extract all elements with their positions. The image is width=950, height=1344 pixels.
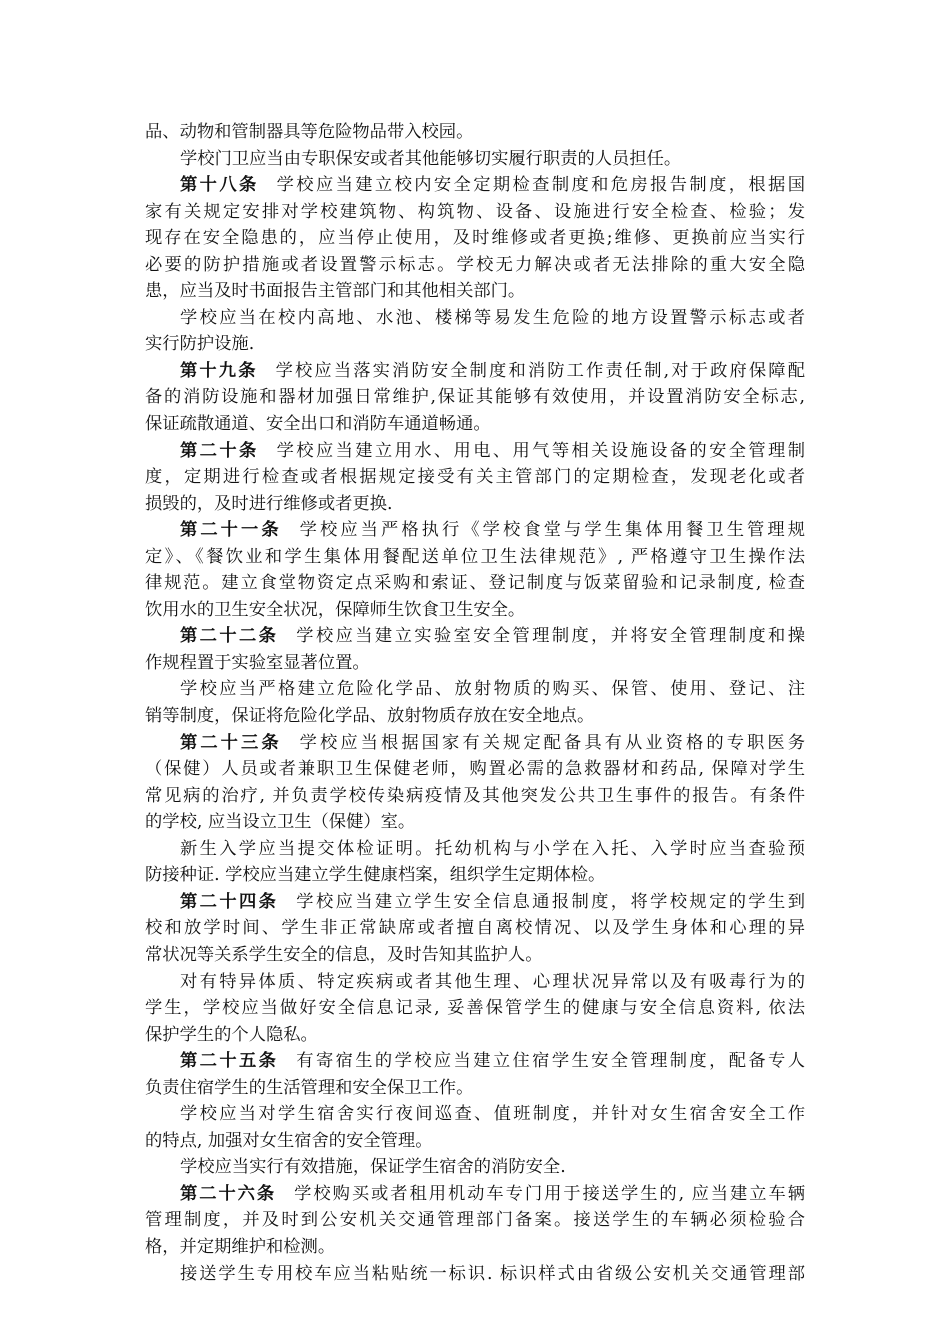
paragraph-text: 学校应当建立用水、用电、用气等相关设施设备的安全管理制 (276, 440, 805, 461)
line-content (180, 836, 805, 863)
text-line (145, 1261, 805, 1288)
text-line (145, 703, 805, 730)
paragraph-text: 有寄宿生的学校应当建立住宿学生安全管理制度，配备专人 (296, 1051, 805, 1072)
text-line (145, 969, 805, 996)
paragraph-text: 格，并定期维护和检测。 (145, 1236, 336, 1257)
line-content (145, 570, 805, 597)
text-line (145, 676, 805, 703)
text-line (145, 836, 805, 863)
text-line (145, 331, 805, 358)
paragraph-text: 学校应当严格执行《学校食堂与学生集体用餐卫生管理规 (299, 520, 805, 541)
text-line (145, 650, 805, 677)
text-line (145, 889, 805, 916)
paragraph-text: 保护学生的个人隐私。 (145, 1024, 318, 1045)
paragraph-text: 常见病的治疗, 并负责学校传染病疫情及其他突发公共卫生事件的报告。有条件 (145, 785, 805, 806)
text-line (145, 517, 805, 544)
paragraph-text: 学校应当严格建立危险化学品、放射物质的购买、保管、使用、登记、注 (180, 679, 805, 700)
text-line (145, 464, 805, 491)
text-line (145, 1075, 805, 1102)
text-line (145, 119, 805, 146)
paragraph-text: 品、动物和管制器具等危险物品带入校园。 (145, 122, 474, 142)
text-line (145, 623, 805, 650)
text-line (145, 730, 805, 757)
line-content (145, 544, 805, 571)
paragraph-text: 负责住宿学生的生活管理和安全保卫工作。 (145, 1077, 474, 1098)
text-line (145, 199, 805, 226)
text-line (145, 756, 805, 783)
line-content (145, 1207, 805, 1234)
paragraph-text: 定》、《餐饮业和学生集体用餐配送单位卫生法律规范》, 严格遵守卫生操作法 (145, 546, 805, 567)
line-content (180, 149, 681, 169)
line-content (145, 915, 805, 942)
text-line (145, 544, 805, 571)
paragraph-text: 实行防护设施. (145, 334, 255, 355)
text-line (145, 252, 805, 279)
line-content (180, 358, 805, 385)
article-number: 第二十六条 (180, 1183, 277, 1204)
text-line (145, 862, 805, 889)
text-line (145, 1022, 805, 1049)
article-number: 第十九条 (180, 360, 258, 381)
paragraph-text: 销等制度，保证将危险化学品、放射物质存放在安全地点。 (145, 706, 595, 727)
text-line (145, 491, 805, 518)
paragraph-text: 学校应当建立实验室安全管理制度，并将安全管理制度和操 (296, 626, 805, 647)
article-number: 第二十五条 (180, 1051, 279, 1072)
paragraph-text: 学校应当建立校内安全定期检查制度和危房报告制度，根据国 (276, 175, 805, 196)
text-line (145, 570, 805, 597)
text-line (145, 146, 805, 173)
paragraph-text: （保健）人员或者兼职卫生保健老师，购置必需的急救器材和药品, 保障对学生 (145, 759, 805, 780)
paragraph-text: 接送学生专用校车应当粘贴统一标识. 标识样式由省级公安机关交通管理部 (180, 1263, 805, 1284)
line-content (180, 517, 805, 544)
paragraph-text: 必要的防护措施或者设置警示标志。学校无力解决或者无法排除的重大安全隐 (145, 254, 805, 275)
line-content (180, 889, 805, 916)
article-number: 第二十一条 (180, 520, 282, 541)
line-content (180, 305, 805, 332)
line-content (145, 199, 805, 226)
text-line (145, 995, 805, 1022)
line-content (180, 1101, 805, 1128)
paragraph-text: 学校应当对学生宿舍实行夜间巡查、值班制度，并针对女生宿舍安全工作 (180, 1104, 805, 1125)
paragraph-text: 饮用水的卫生安全状况，保障师生饮食卫生安全。 (145, 599, 526, 620)
line-content (145, 1025, 318, 1045)
paragraph-text: 学校门卫应当由专职保安或者其他能够切实履行职责的人员担任。 (180, 148, 682, 169)
paragraph-text: 律规范。建立食堂物资定点采购和索证、登记制度与饭菜留验和记录制度, 检查 (145, 573, 805, 594)
paragraph-text: 常状况等关系学生安全的信息，及时告知其监护人。 (145, 944, 543, 965)
text-line (145, 411, 805, 438)
text-line (145, 384, 805, 411)
paragraph-text: 备的消防设施和器材加强日常维护,保证其能够有效使用，并设置消防安全标志, (145, 387, 805, 408)
text-line (145, 915, 805, 942)
line-content (145, 1237, 335, 1257)
article-number: 第二十四条 (180, 891, 279, 912)
line-content (180, 1157, 566, 1177)
line-content (145, 334, 254, 354)
line-content (145, 1078, 473, 1098)
text-line (145, 358, 805, 385)
line-content (145, 706, 594, 726)
text-line (145, 1048, 805, 1075)
line-content (180, 730, 805, 757)
line-content (145, 1131, 433, 1151)
article-number: 第二十三条 (180, 732, 282, 753)
line-content (180, 1181, 805, 1208)
paragraph-text: 家有关规定安排对学校建筑物、构筑物、设备、设施进行安全检查、检验；发 (145, 201, 805, 222)
text-line (145, 438, 805, 465)
line-content (145, 812, 415, 832)
text-line (145, 1234, 805, 1261)
line-content (145, 600, 525, 620)
text-line (145, 942, 805, 969)
paragraph-text: 学校购买或者租用机动车专门用于接送学生的, 应当建立车辆 (294, 1183, 805, 1204)
paragraph-text: 的特点, 加强对女生宿舍的安全管理。 (145, 1130, 433, 1151)
line-content (145, 783, 805, 810)
line-content (145, 414, 491, 434)
paragraph-text: 学校应当落实消防安全制度和消防工作责任制,对于政府保障配 (275, 360, 805, 381)
line-content (145, 384, 805, 411)
line-content (145, 945, 542, 965)
line-content (180, 1048, 805, 1075)
document-body (145, 119, 805, 1287)
text-line (145, 597, 805, 624)
text-line (145, 1101, 805, 1128)
line-content (145, 464, 805, 491)
paragraph-text: 的学校, 应当设立卫生（保健）室。 (145, 812, 416, 833)
paragraph-text: 新生入学应当提交体检证明。托幼机构与小学在入托、入学时应当查验预 (180, 838, 805, 859)
paragraph-text: 学校应当根据国家有关规定配备具有从业资格的专职医务 (299, 732, 805, 753)
text-line (145, 305, 805, 332)
line-content (145, 995, 805, 1022)
paragraph-text: 作规程置于实验室显著位置。 (145, 652, 370, 673)
line-content (180, 969, 805, 996)
text-line (145, 278, 805, 305)
paragraph-text: 学校应当在校内高地、水池、楼梯等易发生危险的地方设置警示标志或者 (180, 307, 805, 328)
text-line (145, 1181, 805, 1208)
line-content (180, 676, 805, 703)
text-line (145, 172, 805, 199)
text-line (145, 783, 805, 810)
line-content (145, 653, 370, 673)
paragraph-text: 保证疏散通道、安全出口和消防车通道畅通。 (145, 414, 491, 435)
paragraph-text: 度，定期进行检查或者根据规定接受有关主管部门的定期检查，发现老化或者 (145, 467, 805, 488)
paragraph-text: 患，应当及时书面报告主管部门和其他相关部门。 (145, 281, 526, 302)
article-number: 第二十二条 (180, 626, 279, 647)
line-content (145, 122, 473, 142)
paragraph-text: 防接种证. 学校应当建立学生健康档案，组织学生定期体检。 (145, 865, 606, 886)
line-content (145, 494, 392, 514)
text-line (145, 809, 805, 836)
line-content (145, 281, 525, 301)
article-number: 第十八条 (180, 175, 259, 196)
paragraph-text: 校和放学时间、学生非正常缺席或者擅自离校情况、以及学生身体和心理的异 (145, 918, 805, 939)
paragraph-text: 对有特异体质、特定疾病或者其他生理、心理状况异常以及有吸毒行为的 (180, 971, 805, 992)
line-content (180, 172, 805, 199)
line-content (145, 865, 605, 885)
paragraph-text: 学校应当实行有效措施，保证学生宿舍的消防安全. (180, 1157, 566, 1178)
paragraph-text: 学校应当建立学生安全信息通报制度，将学校规定的学生到 (296, 891, 805, 912)
line-content (180, 1261, 805, 1288)
line-content (145, 756, 805, 783)
line-content (180, 623, 805, 650)
article-number: 第二十条 (180, 440, 259, 461)
line-content (145, 225, 805, 252)
paragraph-text: 学生，学校应当做好安全信息记录, 妥善保管学生的健康与安全信息资料, 依法 (145, 998, 805, 1019)
text-line (145, 1154, 805, 1181)
line-content (145, 252, 805, 279)
paragraph-text: 管理制度，并及时到公安机关交通管理部门备案。接送学生的车辆必须检验合 (145, 1210, 805, 1231)
text-line (145, 1207, 805, 1234)
text-line (145, 1128, 805, 1155)
paragraph-text: 损毁的，及时进行维修或者更换. (145, 493, 393, 514)
line-content (180, 438, 805, 465)
paragraph-text: 现存在安全隐患的，应当停止使用，及时维修或者更换;维修、更换前应当实行 (145, 228, 805, 249)
text-line (145, 225, 805, 252)
